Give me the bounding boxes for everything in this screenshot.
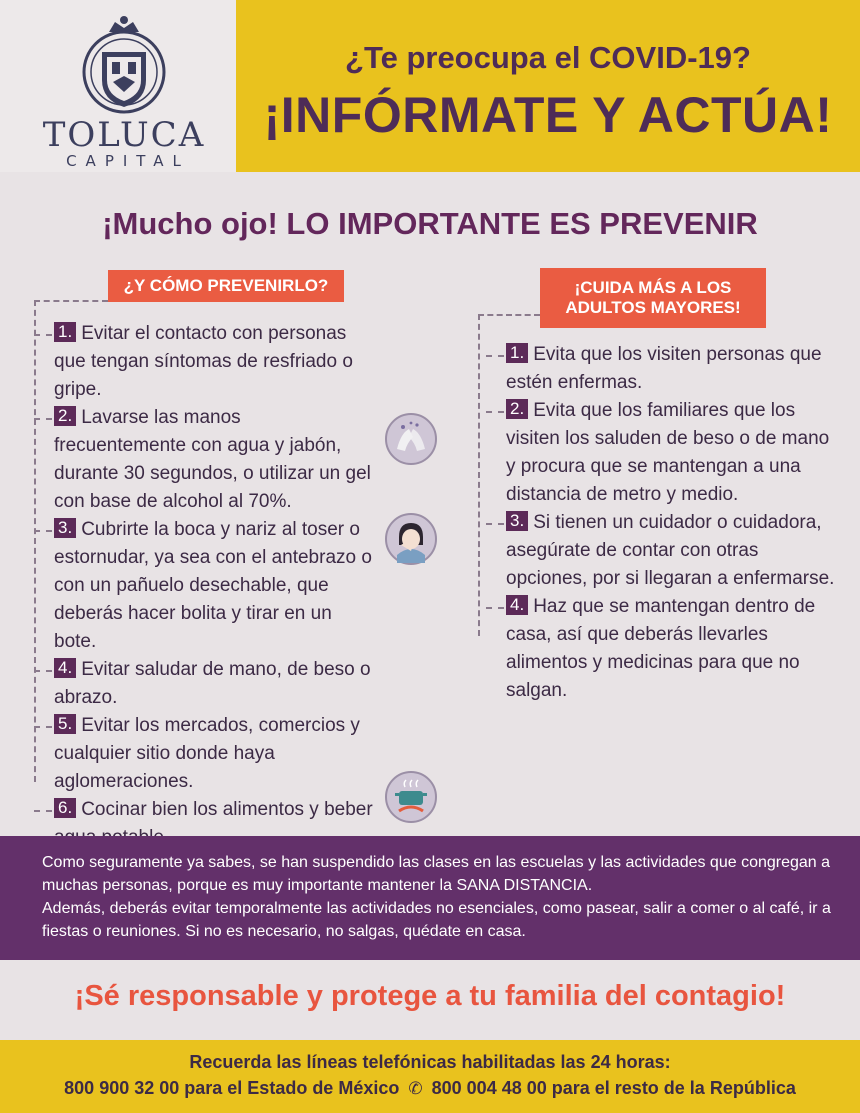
item-number: 3.	[54, 518, 76, 538]
item-number: 5.	[54, 714, 76, 734]
item-number: 1.	[506, 343, 528, 363]
footer-hotline-label: Recuerda las líneas telefónicas habilitadas las 24 horas:	[189, 1052, 671, 1072]
prevention-item	[54, 404, 376, 516]
item-text: Haz que se mantengan dentro de casa, así que deberás llevarles alimentos y medicinas para que no salgan.	[506, 596, 816, 701]
item-number: 4.	[506, 595, 528, 615]
prevention-item	[54, 516, 376, 656]
item-text: Evitar el contacto con personas que tengan síntomas de resfriado o gripe.	[54, 323, 353, 400]
elderly-care-list	[506, 341, 836, 705]
footer-phones	[0, 1078, 860, 1099]
phone-rest: 800 004 48 00 para el resto de la República	[431, 1078, 796, 1098]
elderly-item	[506, 397, 836, 509]
info-paragraph-2: Además, deberás evitar temporalmente las actividades no esenciales, como pasear, salir a comer o al café, ir a fiestas o reuniones. Si no es necesario, no salgas, quédate en casa.	[42, 900, 831, 940]
item-number: 4.	[54, 658, 76, 678]
info-paragraph-1: Como seguramente ya sabes, se han suspendido las clases en las escuelas y las actividades que congregan a muchas personas, porque es muy importante mantener la SANA DISTANCIA.	[42, 854, 831, 894]
logo-subtitle: CAPITAL	[66, 152, 190, 170]
right-tag-line1: ¡CUIDA MÁS A LOS	[574, 278, 732, 297]
item-number: 2.	[506, 399, 528, 419]
item-text: Lavarse las manos frecuentemente con agua y jabón, durante 30 segundos, o utilizar un gel con base de alcohol al 70%.	[54, 407, 371, 512]
info-band	[0, 836, 860, 960]
header-banner	[236, 0, 860, 172]
left-connector	[34, 300, 108, 302]
item-text: Evita que los visiten personas que estén enfermas.	[506, 344, 822, 393]
phone-icon: ✆	[408, 1079, 423, 1098]
info-band-text	[42, 851, 832, 943]
item-text: Cubrirte la boca y nariz al toser o estornudar, ya sea con el antebrazo o con un pañuelo desechable, que deberás hacer bolita y tirar en un bote.	[54, 519, 372, 652]
item-number: 2.	[54, 406, 76, 426]
crest-icon	[79, 10, 169, 116]
footer	[0, 1040, 860, 1113]
right-connector	[478, 314, 540, 316]
section-title: ¡Mucho ojo! LO IMPORTANTE ES PREVENIR	[102, 206, 758, 241]
item-text: Cocinar bien los alimentos y beber	[81, 799, 373, 820]
right-tag-line2: ADULTOS MAYORES!	[565, 298, 741, 317]
header	[0, 0, 860, 172]
responsibility-slogan: ¡Sé responsable y protege a tu familia del contagio!	[74, 980, 786, 1012]
cough-icon	[385, 513, 437, 565]
item-number: 1.	[54, 322, 76, 342]
elderly-item	[506, 341, 836, 397]
right-tag	[540, 268, 766, 328]
logo-name: TOLUCA	[42, 115, 206, 155]
prevention-item	[54, 712, 376, 796]
item-text: Evita que los familiares que los visiten los saluden de beso o de mano y procura que se mantengan a una distancia de metro y medio.	[506, 400, 830, 505]
elderly-item	[506, 593, 836, 705]
prevention-item	[54, 320, 376, 404]
elderly-item	[506, 509, 836, 593]
header-question: ¿Te preocupa el COVID-19?	[345, 40, 751, 75]
item-number: 3.	[506, 511, 528, 531]
cooking-pot-icon	[385, 771, 437, 823]
right-timeline	[478, 314, 480, 636]
header-headline: ¡INFÓRMATE Y ACTÚA!	[263, 87, 833, 143]
prevention-item	[54, 656, 376, 712]
item-text: Evitar saludar de mano, de beso o abrazo.	[54, 659, 371, 708]
prevention-list	[54, 320, 376, 852]
left-tag: ¿Y CÓMO PREVENIRLO?	[108, 270, 344, 302]
item-text: Si tienen un cuidador o cuidadora, asegúrate de contar con otras opciones, por si llegaran a enfermarse.	[506, 512, 835, 589]
handwash-icon	[385, 413, 437, 465]
phone-edomex: 800 900 32 00 para el Estado de México	[64, 1078, 400, 1098]
item-number: 6.	[54, 798, 76, 818]
toluca-logo	[40, 10, 208, 170]
item-text: Evitar los mercados, comercios y cualquier sitio donde haya aglomeraciones.	[54, 715, 360, 792]
left-timeline	[34, 300, 36, 782]
